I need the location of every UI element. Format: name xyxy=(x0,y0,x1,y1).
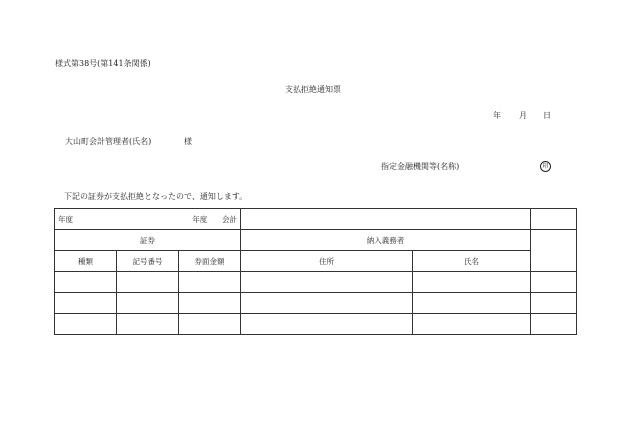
date-day: 日 xyxy=(543,111,551,120)
col-name: 氏名 xyxy=(413,251,531,272)
page-title: 支払拒絶通知票 xyxy=(285,85,341,94)
cell-address[interactable] xyxy=(241,293,413,314)
account-extra-field[interactable] xyxy=(531,209,577,230)
cell-remarks[interactable] xyxy=(531,272,577,293)
cell-face-value[interactable] xyxy=(179,293,241,314)
securities-table xyxy=(54,208,577,335)
cell-remarks[interactable] xyxy=(531,314,577,335)
date-year: 年 xyxy=(493,111,501,120)
cell-name[interactable] xyxy=(413,314,531,335)
col-face-value: 券面金額 xyxy=(179,251,241,272)
cell-name[interactable] xyxy=(413,272,531,293)
table-row xyxy=(55,272,577,293)
cell-address[interactable] xyxy=(241,314,413,335)
fiscal-year-cell xyxy=(55,209,241,230)
fiscal-year-label: 年度 xyxy=(58,214,73,224)
addressee-label: 大山町会計管理者(氏名) xyxy=(65,137,152,146)
col-address: 住所 xyxy=(241,251,413,272)
payer-header: 納入義務者 xyxy=(241,230,531,251)
cell-face-value[interactable] xyxy=(179,314,241,335)
cell-face-value[interactable] xyxy=(179,272,241,293)
table-row-column-headers xyxy=(55,251,577,272)
cell-type[interactable] xyxy=(55,293,117,314)
intro-text: 下記の証券が支払拒絶となったので、通知します。 xyxy=(64,192,248,201)
account-label-group xyxy=(192,215,237,224)
cell-code[interactable] xyxy=(117,293,179,314)
table-row-group-headers xyxy=(55,230,577,251)
cell-type[interactable] xyxy=(55,272,117,293)
sender-label: 指定金融機関等(名称) xyxy=(381,162,460,171)
securities-header: 証券 xyxy=(55,230,241,251)
col-code: 記号番号 xyxy=(117,251,179,272)
date-month: 月 xyxy=(519,111,527,120)
table-row-fiscal xyxy=(55,209,577,230)
cell-name[interactable] xyxy=(413,293,531,314)
col-type: 種類 xyxy=(55,251,117,272)
account-year-label: 年度 xyxy=(192,214,208,224)
cell-remarks[interactable] xyxy=(531,293,577,314)
table-row xyxy=(55,314,577,335)
account-name-field[interactable] xyxy=(241,209,531,230)
cell-address[interactable] xyxy=(241,272,413,293)
cell-code[interactable] xyxy=(117,314,179,335)
remarks-header-cell xyxy=(531,230,577,272)
cell-type[interactable] xyxy=(55,314,117,335)
cell-code[interactable] xyxy=(117,272,179,293)
account-label: 会計 xyxy=(222,214,238,224)
form-number: 様式第38号(第141条関係) xyxy=(55,59,151,68)
table-row xyxy=(55,293,577,314)
addressee-suffix: 様 xyxy=(184,137,192,146)
seal-mark: 印 xyxy=(540,161,551,172)
